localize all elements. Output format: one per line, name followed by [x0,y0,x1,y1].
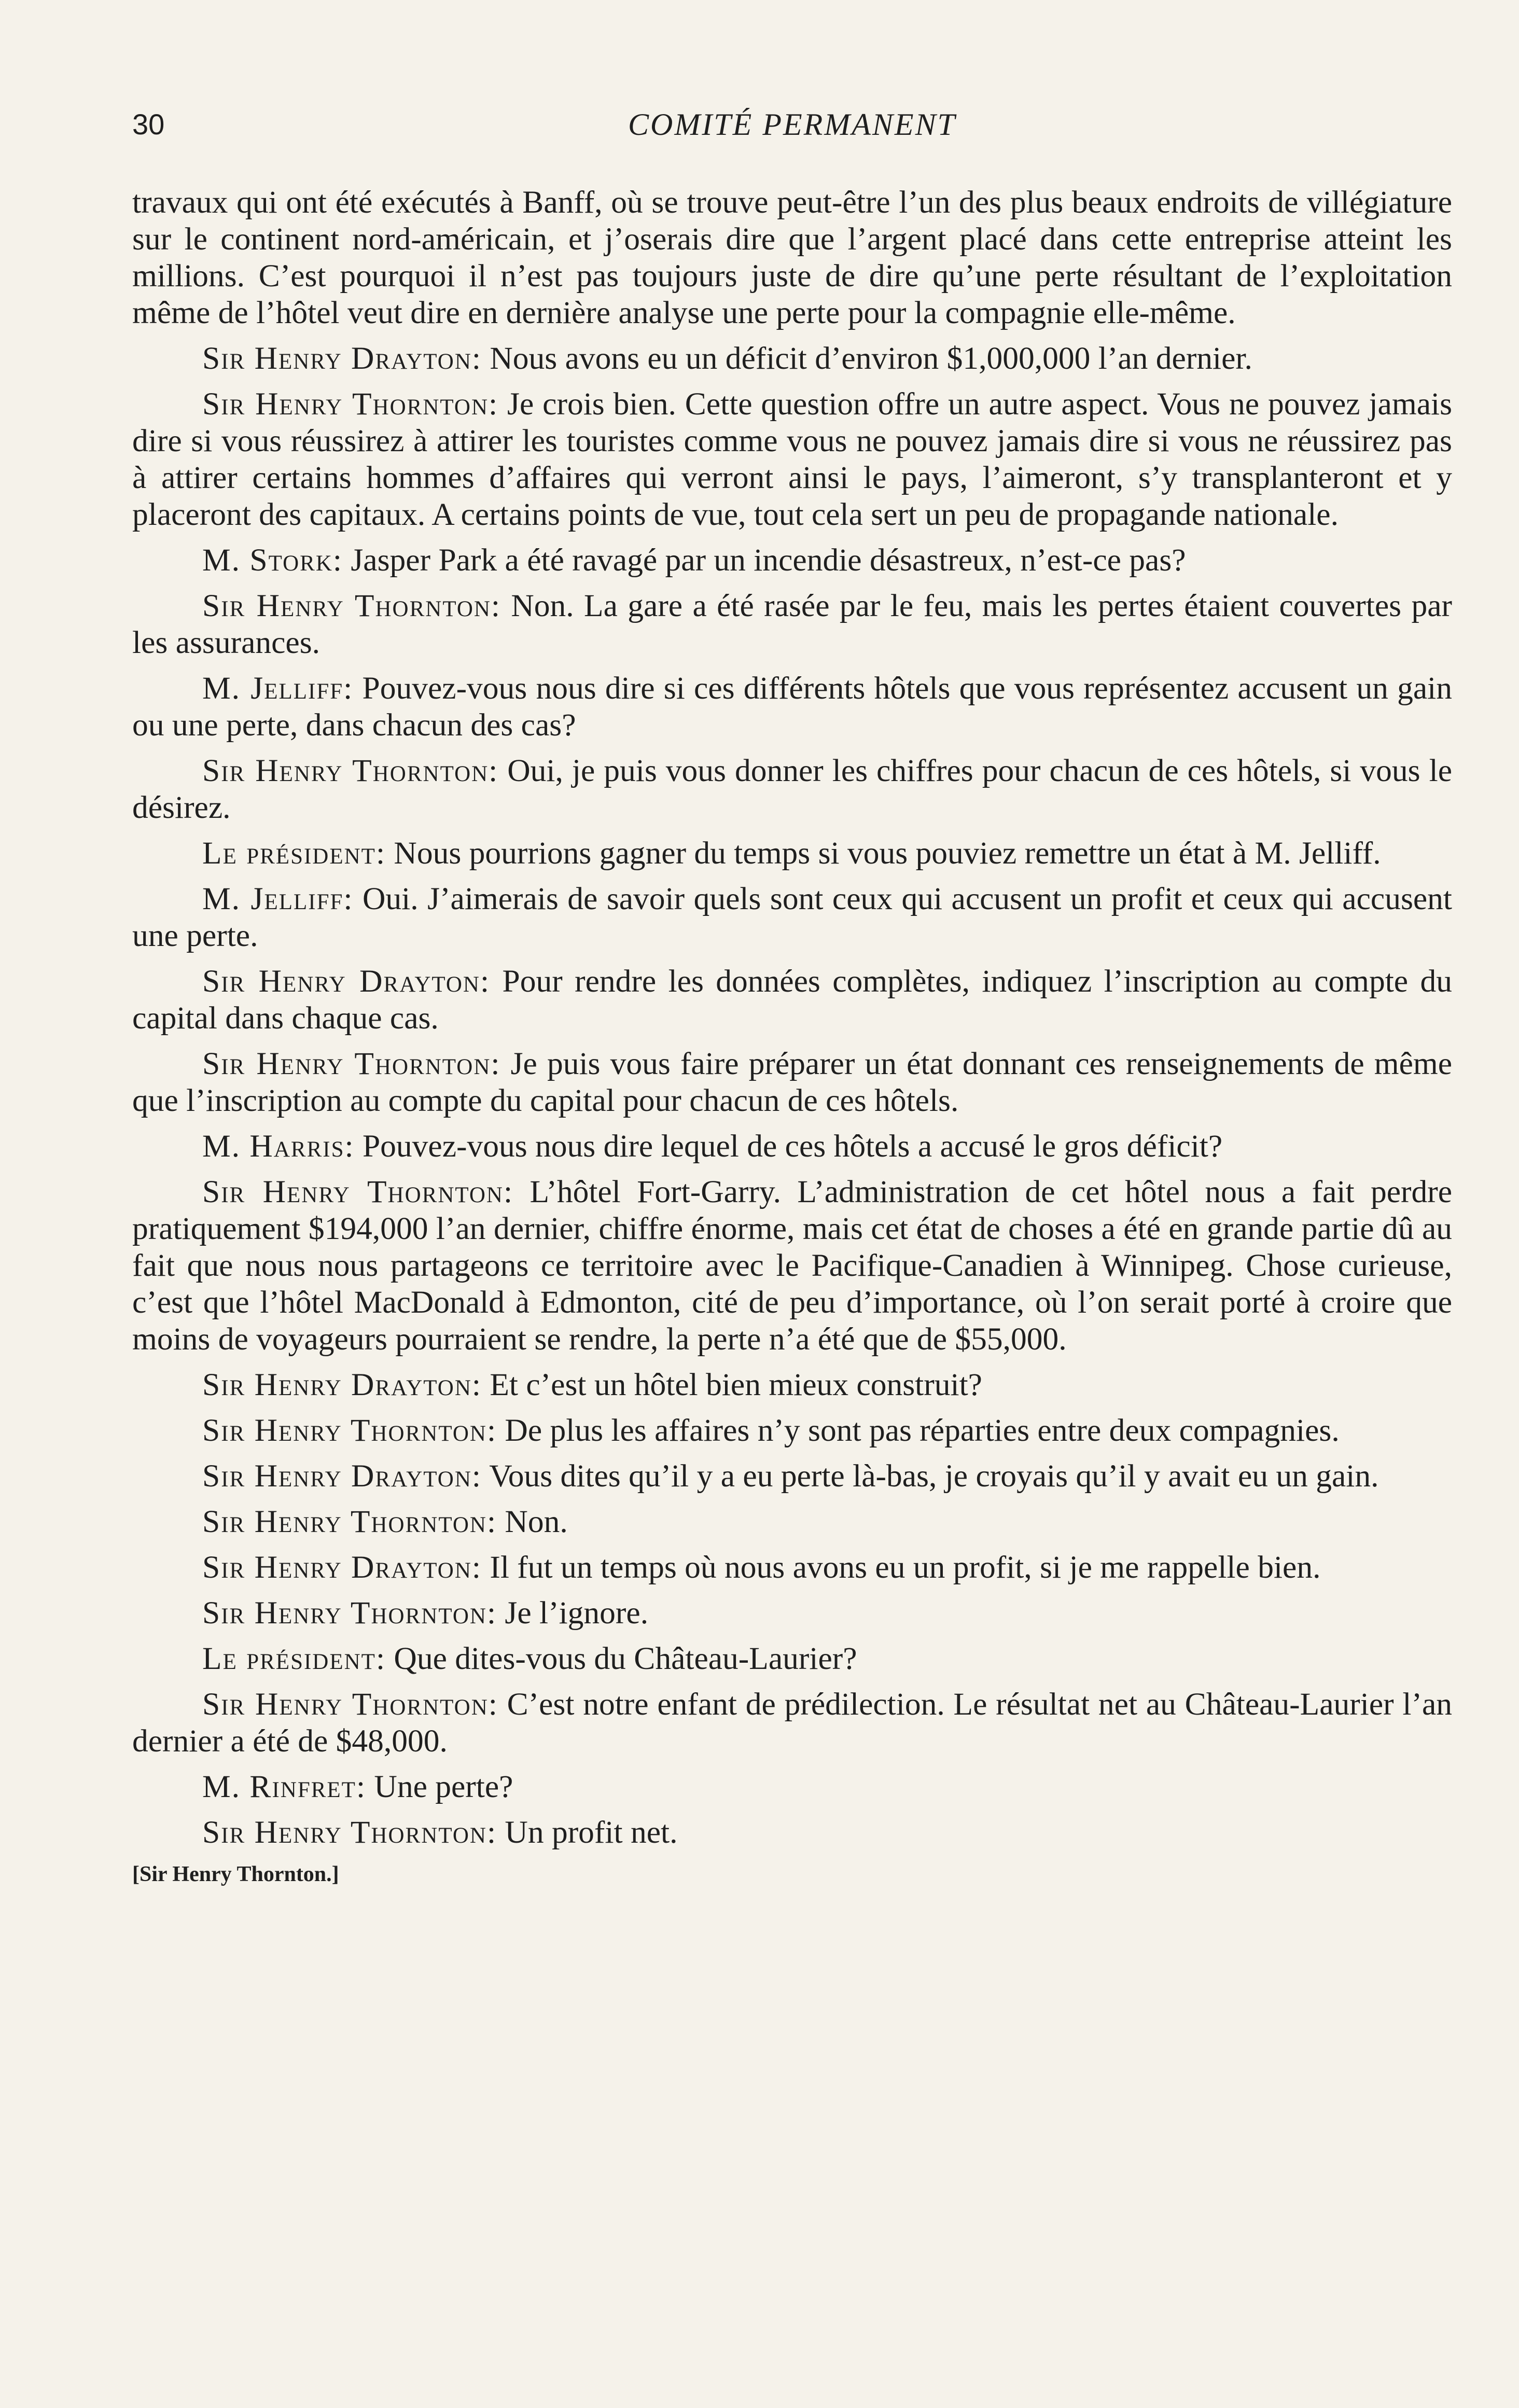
speech-text: Oui, je puis vous donner les chiffres pour chacun de ces hôtels, si vous le désirez. [132,753,1452,825]
speaker-name: Sir Henry Drayton: [202,341,482,376]
speech-paragraph [132,670,1452,744]
speech-paragraph [132,963,1452,1037]
speaker-name: Sir Henry Thornton: [202,1046,501,1081]
speech-paragraph [132,753,1452,826]
speech-text: Je l’ignore. [505,1595,649,1631]
speech-text: Nous pourrions gagner du temps si vous pouviez remettre un état à M. Jelliff. [394,836,1381,871]
speech-text: Oui. J’aimerais de savoir quels sont ceux qui accusent un profit et ceux qui accusent une perte. [132,881,1453,953]
speech-paragraph [132,881,1452,954]
speaker-name: Sir Henry Thornton: [202,1413,497,1448]
speech-text: Vous dites qu’il y a eu perte là-bas, je croyais qu’il y avait eu un gain. [489,1458,1379,1494]
speaker-name: Le président: [202,836,386,871]
speaker-name: Sir Henry Drayton: [202,964,491,999]
speech-paragraph [132,542,1452,579]
speech-text: Que dites-vous du Château-Laurier? [394,1641,857,1676]
speech-paragraph [132,588,1452,661]
paragraph-continuation [132,184,1452,331]
speaker-name: M. Stork: [202,542,343,578]
transcript-body [132,184,1452,1851]
speech-text: Je puis vous faire préparer un état donnant ces renseignements de même que l’inscription au compte du capital pour chacun de ces hôtels. [132,1046,1452,1118]
speech-paragraph [132,835,1452,872]
speaker-name: Sir Henry Thornton: [202,753,499,788]
speech-paragraph [132,386,1452,533]
paragraph-text: travaux qui ont été exécutés à Banff, où se trouve peut-être l’un des plus beaux endroits de villégiature sur le continent nord-américain, et j’oserais dire que l’argent placé dans cette entreprise atteint les millions. C’est pourquoi il n’est pas toujours juste de dire qu’une perte résultant de l’exploitation même de l’hôtel veut dire en dernière analyse une perte pour la compagnie elle-même. [132,185,1452,330]
speech-text: Non. La gare a été rasée par le feu, mais les pertes étaient couvertes par les assurances. [132,588,1452,660]
speech-text: Jasper Park a été ravagé par un incendie désastreux, n’est-ce pas? [351,542,1186,578]
speech-paragraph [132,1458,1452,1495]
speech-paragraph [132,1595,1452,1632]
speech-paragraph [132,1814,1452,1851]
speech-paragraph [132,1128,1452,1165]
speech-paragraph [132,1174,1452,1358]
speech-text: Je crois bien. Cette question offre un autre aspect. Vous ne pouvez jamais dire si vous réussirez à attirer les touristes comme vous ne pouvez jamais dire si vous ne réussirez pas à attirer certains hommes d’affaires qui verront ainsi le pays, l’aimeront, s’y transplanteront et y placeront des capitaux. A certains points de vue, tout cela sert un peu de propagande nationale. [132,386,1453,532]
speech-text: Pour rendre les données complètes, indiquez l’inscription au compte du capital dans chaque cas. [132,964,1453,1036]
speech-paragraph [132,340,1452,377]
speaker-name: M. Rinfret: [202,1769,367,1804]
speaker-name: M. Harris: [202,1129,355,1164]
speaker-name: Sir Henry Thornton: [202,1174,514,1209]
document-page [132,106,1452,2336]
speech-text: C’est notre enfant de prédilection. Le résultat net au Château-Laurier l’an dernier a été de $48,000. [132,1687,1452,1759]
speech-text: Une perte? [374,1769,513,1804]
speech-text: Un profit net. [505,1815,678,1850]
speech-text: Non. [505,1504,568,1539]
speaker-name: Sir Henry Thornton: [202,1595,497,1631]
speech-paragraph [132,1367,1452,1403]
speaker-name: Sir Henry Thornton: [202,386,499,422]
speech-text: Nous avons eu un déficit d’environ $1,000,000 l’an dernier. [490,341,1252,376]
speaker-footnote: [Sir Henry Thornton.] [132,1862,339,1886]
speech-text: Et c’est un hôtel bien mieux construit? [490,1367,982,1402]
speaker-name: Sir Henry Thornton: [202,588,501,623]
speech-text: L’hôtel Fort-Garry. L’administration de cet hôtel nous a fait perdre pratiquement $194,000 l’an dernier, chiffre énorme, mais cet état de choses a été en grande partie dû au fait que nous nous partageons ce territoire avec le Pacifique-Canadien à Winnipeg. Chose curieuse, c’est que l’hôtel MacDonald à Edmonton, cité de peu d’importance, où l’on serait porté à croire que moins de voyageurs pourraient se rendre, la perte n’a été que de $55,000. [132,1174,1452,1357]
speech-paragraph [132,1046,1452,1119]
speaker-name: M. Jelliff: [202,881,354,916]
speaker-name: Sir Henry Drayton: [202,1367,482,1402]
speech-paragraph [132,1640,1452,1677]
speaker-name: M. Jelliff: [202,671,354,706]
speaker-name: Sir Henry Thornton: [202,1687,498,1722]
speech-paragraph [132,1769,1452,1805]
page-header [132,106,1452,153]
page-number: 30 [132,108,165,141]
speech-text: Pouvez-vous nous dire si ces différents hôtels que vous représentez accusent un gain ou une perte, dans chacun des cas? [132,671,1452,743]
speech-paragraph [132,1504,1452,1540]
speaker-name: Sir Henry Thornton: [202,1504,497,1539]
speaker-name: Sir Henry Drayton: [202,1458,482,1494]
speech-text: Il fut un temps où nous avons eu un profit, si je me rappelle bien. [490,1550,1321,1585]
speech-paragraph [132,1412,1452,1449]
speech-paragraph [132,1549,1452,1586]
speaker-name: Le président: [202,1641,386,1676]
speech-text: De plus les affaires n’y sont pas réparties entre deux compagnies. [505,1413,1340,1448]
speaker-name: Sir Henry Thornton: [202,1815,497,1850]
running-head: COMITÉ PERMANENT [628,107,956,142]
speech-paragraph [132,1686,1452,1760]
speech-text: Pouvez-vous nous dire lequel de ces hôtels a accusé le gros déficit? [362,1129,1223,1164]
speaker-name: Sir Henry Drayton: [202,1550,482,1585]
